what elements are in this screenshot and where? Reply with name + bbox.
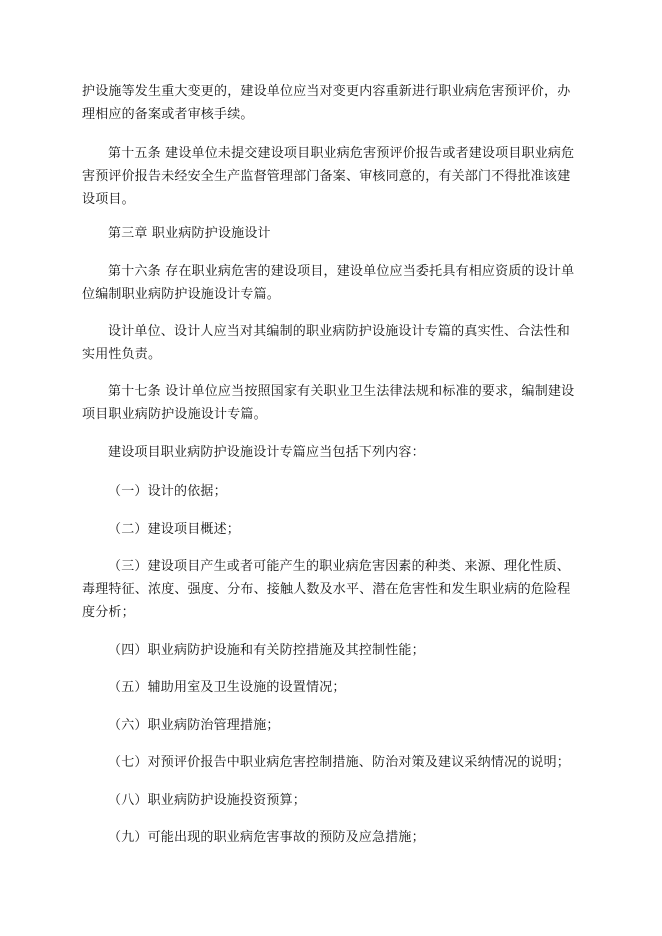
list-item: （五）辅助用室及卫生设施的设置情况； (108, 680, 346, 695)
article-17-paragraph: 第十七条 设计单位应当按照国家有关职业卫生法律法规和标准的要求，编制建设项目职业病防护设施设计专篇。 (82, 384, 575, 422)
list-item: （八）职业病防护设施投资预算； (108, 793, 307, 808)
article-15-paragraph: 第十五条 建设单位未提交建设项目职业病危害预评价报告或者建设项目职业病危害预评价报告未经安全生产监督管理部门备案、审核同意的，有关部门不得批准该建设项目。 (82, 146, 575, 207)
design-responsibility-paragraph: 设计单位、设计人应当对其编制的职业病防护设施设计专篇的真实性、合法性和实用性负责。 (82, 324, 571, 362)
list-item: （六）职业病防治管理措施； (108, 718, 280, 733)
content-intro-paragraph: 建设项目职业病防护设施设计专篇应当包括下列内容： (108, 445, 425, 460)
list-item: （三）建设项目产生或者可能产生的职业病危害因素的种类、来源、理化性质、毒理特征、浓度、强度、分布、接触人数及水平、潜在危害性和发生职业病的危险程度分析； (82, 559, 571, 620)
list-item: （二）建设项目概述； (108, 522, 241, 537)
chapter-heading: 第三章 职业病防护设施设计 (108, 226, 271, 241)
list-item: （一）设计的依据； (108, 484, 227, 499)
paragraph-continuation: 护设施等发生重大变更的，建设单位应当对变更内容重新进行职业病危害预评价，办理相应的备案或者审核手续。 (82, 84, 571, 122)
list-item: （七）对预评价报告中职业病危害控制措施、防治对策及建议采纳情况的说明； (108, 755, 571, 770)
list-item: （九）可能出现的职业病危害事故的预防及应急措施； (108, 830, 425, 845)
article-16-paragraph: 第十六条 存在职业病危害的建设项目，建设单位应当委托具有相应资质的设计单位编制职业病防护设施设计专篇。 (82, 264, 575, 302)
list-item: （四）职业病防护设施和有关防控措施及其控制性能； (108, 643, 425, 658)
